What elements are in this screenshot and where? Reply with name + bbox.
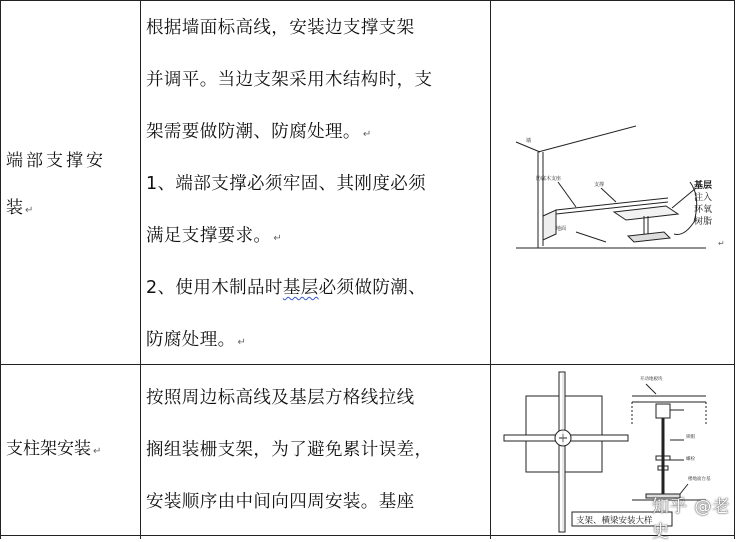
label-wood-support: 防腐木支座 (536, 176, 562, 182)
row1-line-1: 根据墙面标高线，安装边支撑支架 (146, 18, 415, 38)
row2-title-text: 支柱架安装 (6, 439, 91, 459)
paragraph-mark: ↵ (237, 337, 247, 348)
edge-support-diagram (496, 2, 732, 362)
wood-support (543, 210, 556, 240)
label-resin: 树脂 (694, 217, 713, 227)
label-lock-nut: 锁帽 (686, 435, 695, 440)
row1-line-6a: 2、使用木制品时 (146, 278, 283, 298)
row2-line-1: 按照周边标高线及基层方格线拉线 (146, 388, 415, 408)
row1-title-line1: 端部支撑安 (6, 151, 106, 171)
row1-title (6, 138, 136, 234)
paragraph-mark: ↵ (362, 129, 372, 140)
label-epoxy: 环氧 (694, 205, 713, 215)
pedestal-head-elev (656, 404, 670, 418)
row1-line-4: 1、端部支撑必须牢固、其刚度必须 (146, 174, 427, 194)
paragraph-mark: ↵ (93, 446, 102, 457)
row2-title (6, 426, 136, 475)
row1-line-3: 架需要做防潮、防腐处理。 (146, 122, 361, 142)
row1-description (146, 2, 484, 366)
table-border-left (0, 0, 1, 539)
watermark: 知乎 @老史 (652, 497, 731, 542)
row1-line-7: 防腐处理。 (146, 330, 236, 350)
figure-caption: 支架、横梁安装大样 (576, 516, 653, 526)
row1-title-line2: 装 (6, 198, 23, 218)
label-bolt: 螺栓 (686, 457, 695, 462)
column-divider-1 (140, 0, 141, 539)
paragraph-mark: ↵ (25, 205, 34, 216)
label-floor: 地面 (556, 226, 567, 232)
paragraph-mark: ↵ (273, 233, 283, 244)
label-wall: 墙 (526, 138, 532, 144)
row2-line-3: 安装顺序由中间向四周安装。基座 (146, 492, 415, 512)
table-border-bottom (0, 535, 735, 536)
row2-description (146, 372, 484, 528)
row1-line-2: 并调平。当边支架采用木结构时，支 (146, 70, 433, 90)
row2-line-2: 搁组装栅支架，为了避免累计误差， (146, 440, 433, 460)
label-floor-base: 楼地面台基 (688, 477, 711, 482)
label-bracket: 支撑 (594, 182, 605, 188)
label-floor-panel: 开动地板块 (640, 377, 663, 382)
table-border-right (734, 0, 735, 539)
table-border-top (0, 0, 735, 1)
column-divider-2 (490, 0, 491, 539)
paragraph-mark: ↵ (718, 239, 725, 248)
label-inject: 注入 (694, 193, 713, 203)
row1-line-6b: 必须做防潮、 (318, 278, 427, 298)
row1-line-5: 满足支撑要求。 (146, 226, 272, 246)
wall-line (538, 126, 636, 152)
row1-line-6-underlined: 基层 (282, 278, 319, 298)
label-base: 基层 (694, 181, 713, 191)
